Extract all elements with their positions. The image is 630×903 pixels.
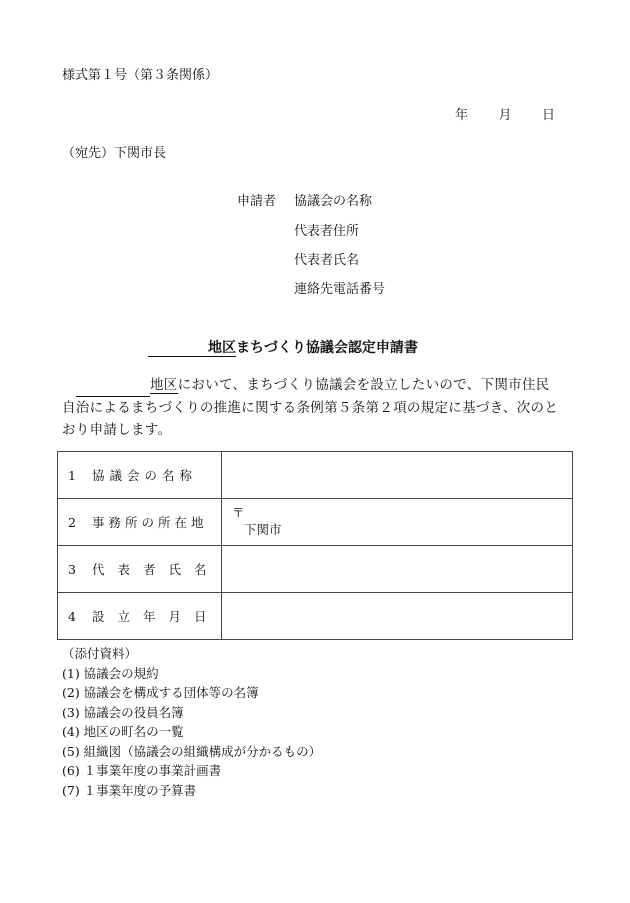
city-name: 下関市 <box>244 522 282 537</box>
row-number: 3 <box>68 562 77 577</box>
row-label-text: 事務所の所在地 <box>92 515 208 530</box>
row-label <box>58 593 222 640</box>
row-label-text: 設立年月日 <box>92 609 220 624</box>
row-label <box>58 452 222 499</box>
row-label-text: 代表者氏名 <box>92 562 220 577</box>
list-item: (7) １事業年度の予算書 <box>62 782 197 798</box>
date-line <box>455 104 555 123</box>
attachments-heading: （添付資料） <box>62 646 138 661</box>
table-row <box>58 593 573 640</box>
attachments-list <box>62 644 321 800</box>
body-district: 地区 <box>150 377 178 393</box>
body-blank-underline[interactable] <box>76 382 150 397</box>
office-address-field[interactable] <box>222 499 573 546</box>
row-label-text: 協議会の名称 <box>92 468 198 483</box>
list-item: (6) １事業年度の事業計画書 <box>62 763 222 778</box>
applicant-field-phone: 連絡先電話番号 <box>294 282 386 297</box>
table-row <box>58 546 573 593</box>
row-number: 2 <box>68 515 77 530</box>
list-item: (3) 協議会の役員名簿 <box>62 704 184 720</box>
title-text: まちづくり協議会認定申請書 <box>236 340 418 356</box>
rep-name-field[interactable] <box>222 546 573 593</box>
established-date-field[interactable] <box>222 593 573 640</box>
row-number: 1 <box>68 468 77 483</box>
body-paragraph <box>62 374 562 441</box>
form-number: 様式第１号（第３条関係） <box>62 68 219 83</box>
table-row <box>58 452 573 499</box>
list-item: (1) 協議会の規約 <box>62 665 159 681</box>
row-number: 4 <box>68 609 77 624</box>
title-blank-underline[interactable] <box>148 356 208 357</box>
applicant-field-rep-name: 代表者氏名 <box>294 253 360 268</box>
list-item: (4) 地区の町名の一覧 <box>62 724 184 739</box>
date-day: 日 <box>541 108 555 123</box>
list-item: (5) 組織図（協議会の組織構成が分かるもの） <box>62 743 322 759</box>
list-item: (2) 協議会を構成する団体等の名簿 <box>62 685 259 700</box>
row-label <box>58 546 222 593</box>
date-month: 月 <box>498 108 512 123</box>
title-district: 地区 <box>208 340 236 356</box>
row-label <box>58 499 222 546</box>
postal-mark: 〒 <box>232 505 245 520</box>
applicant-field-rep-address: 代表者住所 <box>294 224 360 239</box>
council-name-field[interactable] <box>222 452 573 499</box>
application-table <box>57 451 573 640</box>
document-title <box>148 337 418 357</box>
applicant-label: 申請者 <box>237 194 277 209</box>
applicant-field-council-name: 協議会の名称 <box>294 194 373 209</box>
body-text: において、まちづくり協議会を設立したいので、下関市住民自治によるまちづくりの推進に関する条例第５条第２項の規定に基づき、次のとおり申請します。 <box>62 377 559 438</box>
table-row <box>58 499 573 546</box>
addressee: （宛先）下関市長 <box>62 146 167 161</box>
date-year: 年 <box>455 108 469 123</box>
